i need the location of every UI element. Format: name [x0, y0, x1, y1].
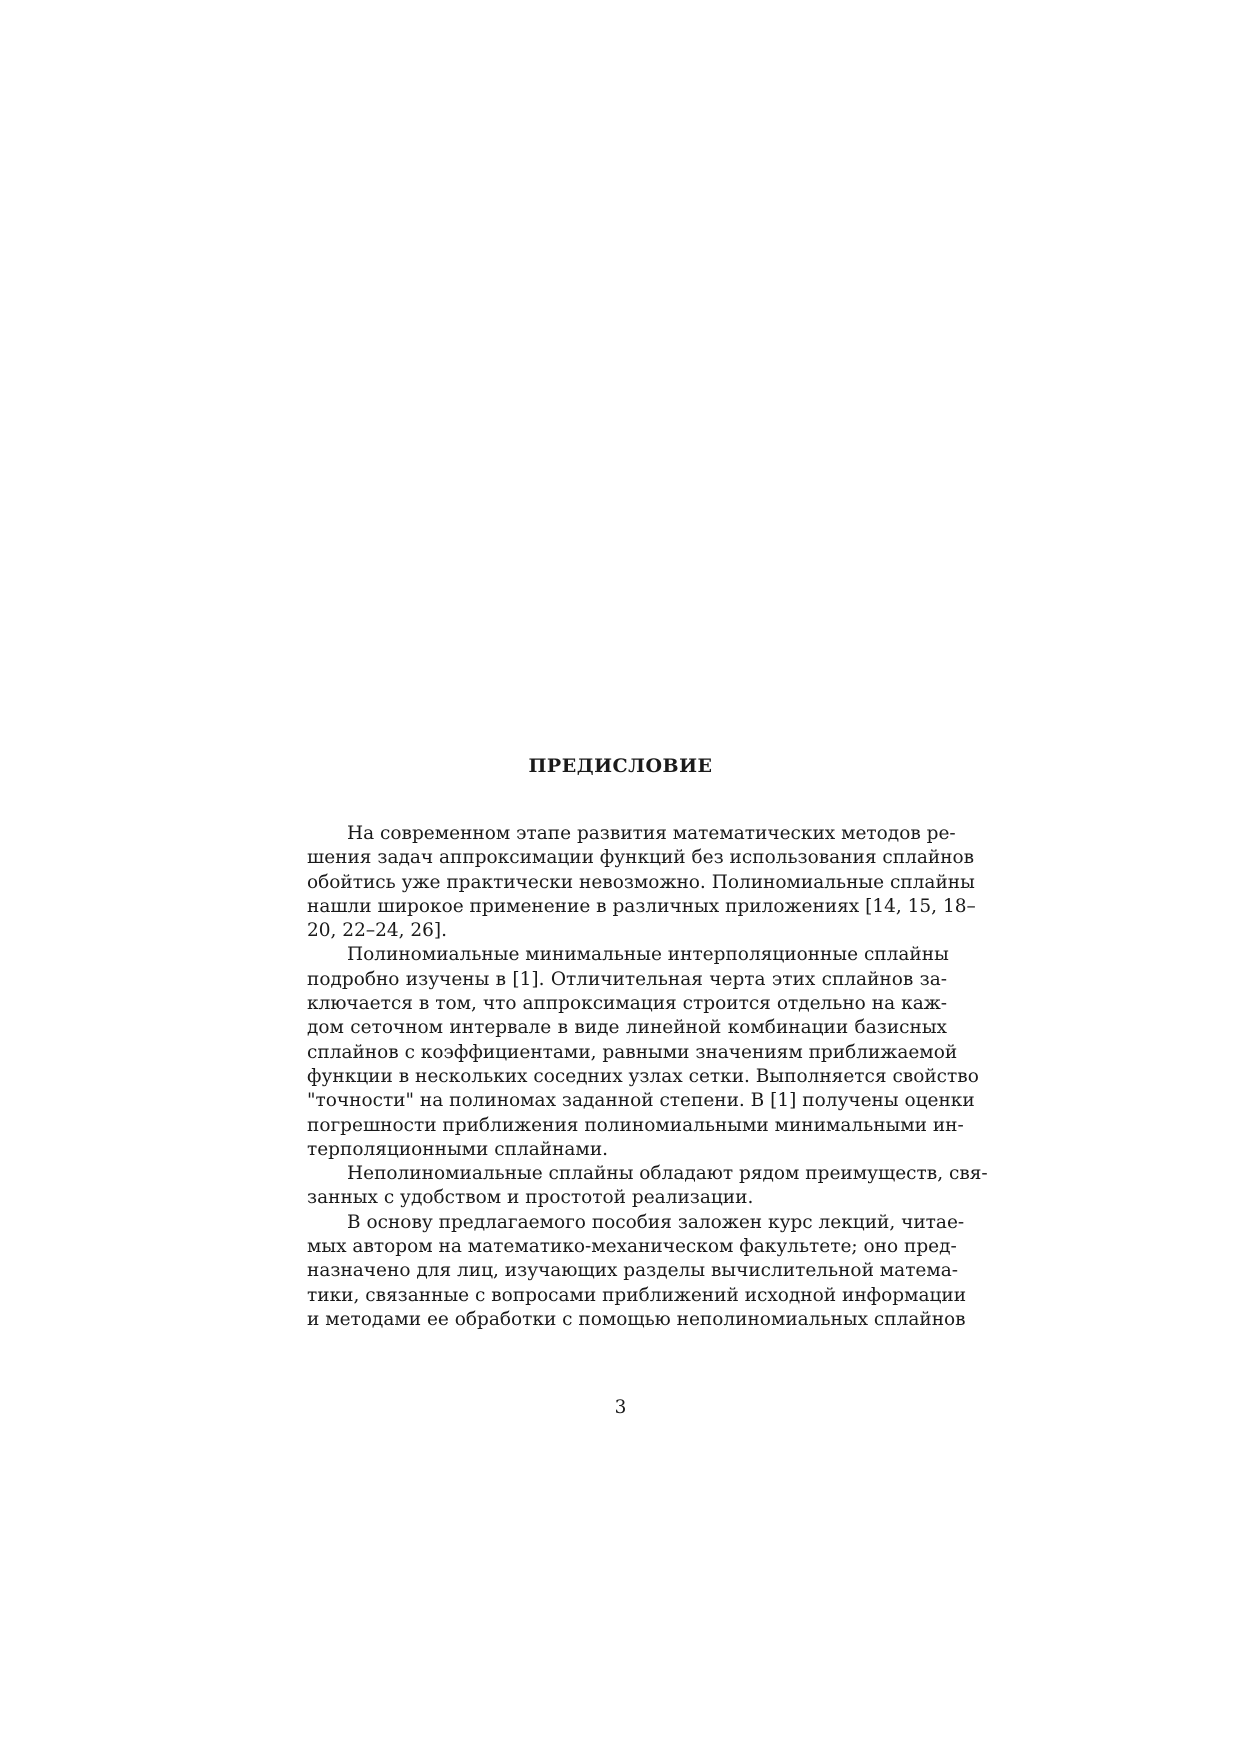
text-line: В основу предлагаемого пособия заложен курс лекций, читае- [347, 1211, 965, 1233]
text-line: ключается в том, что аппроксимация строится отдельно на каж- [307, 993, 947, 1015]
text-line: и методами ее обработки с помощью неполиномиальных сплайнов [307, 1308, 966, 1330]
text-line: Полиномиальные минимальные интерполяционные сплайны [347, 944, 949, 966]
text-line: терполяционными сплайнами. [307, 1138, 609, 1160]
text-line: назначено для лиц, изучающих разделы вычислительной матема- [307, 1260, 959, 1282]
text-line: Неполиномиальные сплайны обладают рядом преимуществ, свя- [347, 1163, 988, 1185]
page-number: 3 [614, 1397, 627, 1418]
text-line: На современном этапе развития математических методов ре- [347, 823, 956, 844]
section-heading: ПРЕДИСЛОВИЕ [528, 755, 713, 777]
text-line: погрешности приближения полиномиальными минимальными ин- [307, 1114, 964, 1136]
text-line: занных с удобством и простотой реализации. [307, 1187, 754, 1209]
text-line: тики, связанные с вопросами приближений исходной информации [307, 1284, 967, 1306]
text-line: шения задач аппроксимации функций без использования сплайнов [307, 847, 975, 869]
preface-body [307, 822, 988, 1332]
text-line: обойтись уже практически невозможно. Полиномиальные сплайны [307, 871, 975, 893]
text-line: функции в нескольких соседних узлах сетки. Выполняется свойство [307, 1065, 979, 1087]
text-line: 20, 22–24, 26]. [307, 920, 448, 942]
text-line: дом сеточном интервале в виде линейной комбинации базисных [307, 1017, 947, 1039]
text-line: сплайнов с коэффициентами, равными значениям приближаемой [307, 1041, 958, 1063]
text-line: "точности" на полиномах заданной степени. В [1] получены оценки [307, 1090, 975, 1112]
text-line: мых автором на математико-механическом факультете; оно пред- [307, 1236, 957, 1258]
text-line: нашли широкое применение в различных приложениях [14, 15, 18– [307, 895, 976, 917]
text-line: подробно изучены в [1]. Отличительная черта этих сплайнов за- [307, 968, 947, 990]
